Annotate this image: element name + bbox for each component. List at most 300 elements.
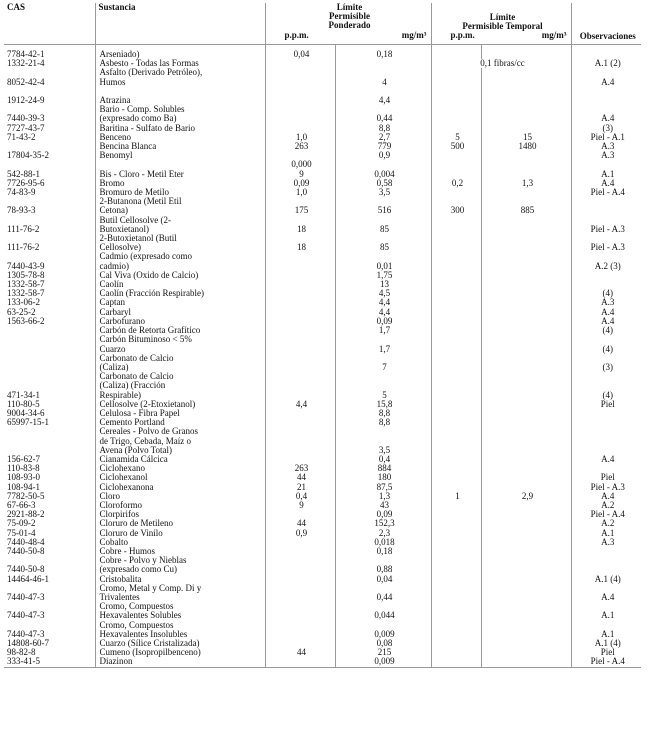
ppm-cell — [265, 547, 335, 556]
cas-cell: 7440-47-3 — [7, 610, 45, 621]
table-row — [4, 160, 641, 169]
substance-cell: Bario - Comp. Solubles (expresado como Ba) — [95, 105, 265, 123]
cas-cell: 1332-21-4 — [7, 59, 45, 69]
mg-cell: 1,7 — [335, 326, 431, 335]
temporal-mg-cell — [481, 519, 571, 528]
substance-cell: Cromo, Metal y Comp. Di y Trivalentes — [95, 584, 265, 602]
table-row — [4, 547, 641, 556]
header-lpp-mg: mg/m³ — [401, 29, 427, 40]
substance-cell: Carbonato de Calcio (Caliza) (Fracción Respirable) — [95, 372, 265, 400]
cas-cell: 1305-78-8 — [7, 270, 45, 280]
table-row — [4, 483, 641, 492]
temporal-mg-cell — [481, 547, 571, 556]
table-row — [4, 234, 641, 252]
observations-cell: A.1 — [571, 529, 641, 538]
ppm-cell: 0,04 — [265, 50, 335, 59]
ppm-cell: 44 — [265, 519, 335, 528]
cas-cell: 75-01-4 — [7, 528, 36, 538]
mg-cell — [335, 160, 431, 169]
cas-cell: 110-83-8 — [7, 464, 40, 474]
mg-cell: 0,58 — [335, 179, 431, 188]
temporal-mg-cell — [481, 335, 571, 353]
observations-cell: Piel — [571, 473, 641, 482]
header-sustancia: Sustancia — [95, 3, 265, 44]
table-row — [4, 170, 641, 179]
table-row — [4, 427, 641, 455]
table-row — [4, 335, 641, 353]
table-row — [4, 648, 641, 657]
table-row — [4, 657, 641, 667]
temporal-mg-cell — [481, 50, 571, 59]
temporal-ppm-cell — [431, 538, 481, 547]
table-row — [4, 510, 641, 519]
temporal-ppm-cell — [431, 657, 481, 667]
observations-cell: (4) — [571, 326, 641, 335]
temporal-mg-cell — [481, 298, 571, 307]
ppm-cell — [265, 584, 335, 602]
substance-cell: Benceno — [95, 133, 265, 142]
mg-cell: 0,44 — [335, 105, 431, 123]
observations-cell: A.4 — [571, 179, 641, 188]
substance-cell: Cumeno (Isopropilbenceno) — [95, 648, 265, 657]
substance-cell: Baritina - Sulfato de Bario — [95, 124, 265, 133]
observations-cell: (4) — [571, 289, 641, 298]
observations-cell: (4) — [571, 372, 641, 400]
substance-cell: Carbonato de Calcio (Caliza) — [95, 354, 265, 372]
mg-cell: 0,04 — [335, 575, 431, 584]
temporal-mg-cell — [481, 400, 571, 409]
temporal-mg-cell: 2,9 — [481, 492, 571, 501]
substance-cell: Cobalto — [95, 538, 265, 547]
temporal-mg-cell — [481, 556, 571, 574]
table-row — [4, 354, 641, 372]
table-row — [4, 59, 641, 68]
table-row — [4, 317, 641, 326]
observations-cell: Piel - A.4 — [571, 188, 641, 197]
mg-cell: 215 — [335, 648, 431, 657]
cas-cell: 1332-58-7 — [7, 280, 45, 290]
ppm-cell — [265, 87, 335, 105]
temporal-ppm-cell: 500 — [431, 142, 481, 151]
temporal-ppm-cell — [431, 556, 481, 574]
mg-cell: 0,18 — [335, 50, 431, 59]
table-row — [4, 68, 641, 86]
mg-cell: 884 — [335, 464, 431, 473]
observations-cell: A.4 — [571, 455, 641, 464]
table-row — [4, 492, 641, 501]
observations-cell — [571, 271, 641, 280]
table-row — [4, 538, 641, 547]
temporal-ppm-cell — [431, 317, 481, 326]
substance-cell: Celulosa - Fibra Papel — [95, 409, 265, 418]
ppm-cell: 263 — [265, 464, 335, 473]
cas-cell: 111-76-2 — [7, 242, 40, 253]
table-row — [4, 124, 641, 133]
table-row — [4, 584, 641, 602]
temporal-mg-cell — [481, 602, 571, 620]
temporal-ppm-cell — [431, 602, 481, 620]
ppm-cell — [265, 326, 335, 335]
temporal-mg-cell — [481, 289, 571, 298]
cas-cell: 111-76-2 — [7, 223, 40, 234]
cas-cell: 7784-42-1 — [7, 50, 45, 59]
substance-cell: Clorpirifos — [95, 510, 265, 519]
temporal-ppm-cell — [431, 400, 481, 409]
mg-cell: 0,09 — [335, 510, 431, 519]
temporal-mg-cell — [481, 160, 571, 169]
temporal-mg-cell — [481, 455, 571, 464]
temporal-mg-cell — [481, 170, 571, 179]
cas-cell — [4, 427, 95, 455]
temporal-ppm-cell — [431, 455, 481, 464]
substance-cell: Cuarzo (Sílice Cristalizada) — [95, 639, 265, 648]
mg-cell: 8,8 — [335, 124, 431, 133]
observations-cell: A.2 (3) — [571, 252, 641, 270]
observations-cell — [571, 427, 641, 455]
cas-cell: 7440-39-3 — [7, 113, 45, 124]
observations-cell: Piel - A.3 — [571, 483, 641, 492]
substance-cell: Cloruro de Metileno — [95, 519, 265, 528]
substance-cell: Bromuro de Metilo — [95, 188, 265, 197]
substance-cell: Cianamida Cálcica — [95, 455, 265, 464]
temporal-mg-cell — [481, 105, 571, 123]
temporal-ppm-cell — [431, 271, 481, 280]
mg-cell: 180 — [335, 473, 431, 482]
cas-cell: 1912-24-9 — [7, 95, 45, 106]
temporal-mg-cell — [481, 621, 571, 639]
ppm-cell: 9 — [265, 501, 335, 510]
header-lpt-ppm: p.p.m. — [450, 30, 475, 41]
ppm-cell — [265, 621, 335, 639]
cas-cell: 67-66-3 — [7, 500, 36, 510]
ppm-cell — [265, 335, 335, 353]
observations-cell: A.1 — [571, 621, 641, 639]
cas-cell: 108-93-0 — [7, 473, 40, 483]
cas-cell: 78-93-3 — [7, 205, 36, 216]
header-lpt-title: Límite Permisible Temporal — [462, 12, 543, 32]
mg-cell: 152,3 — [335, 519, 431, 528]
temporal-ppm-cell — [431, 68, 481, 86]
temporal-mg-cell — [481, 280, 571, 289]
table-row — [4, 519, 641, 528]
substance-cell: Asbesto - Todas las Formas — [95, 59, 265, 68]
mg-cell: 4,4 — [335, 87, 431, 105]
mg-cell: 0,044 — [335, 602, 431, 620]
temporal-mg-cell — [481, 87, 571, 105]
mg-cell: 0,18 — [335, 547, 431, 556]
mg-cell: 0,08 — [335, 639, 431, 648]
temporal-ppm-cell — [431, 335, 481, 353]
substance-cell: Cromo, Compuestos Hexavalentes Insolubles — [95, 621, 265, 639]
substance-cell: Atrazina — [95, 87, 265, 105]
ppm-cell: 18 — [265, 234, 335, 252]
temporal-ppm-cell — [431, 151, 481, 160]
cas-cell: 7440-50-8 — [7, 546, 45, 556]
substance-cell: Cristobalita — [95, 575, 265, 584]
cas-cell: 74-83-9 — [7, 188, 36, 198]
temporal-ppm-cell: 5 — [431, 133, 481, 142]
substance-cell: Bromo — [95, 179, 265, 188]
temporal-span-cell: 0,1 fibras/cc — [431, 59, 571, 68]
header-lpp-title: Límite Permisible Ponderado — [328, 3, 371, 31]
ppm-cell — [265, 556, 335, 574]
ppm-cell: 4,4 — [265, 400, 335, 409]
cas-cell: 471-34-1 — [7, 389, 40, 400]
observations-cell: A.2 — [571, 501, 641, 510]
table-row — [4, 326, 641, 335]
table-row — [4, 188, 641, 197]
mg-cell: 85 — [335, 216, 431, 234]
cas-cell: 7440-50-8 — [7, 564, 45, 575]
table-row — [4, 308, 641, 317]
observations-cell: A.4 — [571, 308, 641, 317]
ppm-cell: 1,0 — [265, 133, 335, 142]
observations-cell: A.4 — [571, 584, 641, 602]
observations-cell: A.1 (4) — [571, 575, 641, 584]
table-row — [4, 455, 641, 464]
observations-cell: Piel - A.1 — [571, 133, 641, 142]
ppm-cell — [265, 105, 335, 123]
limits-table — [4, 3, 641, 668]
mg-cell: 8,8 — [335, 418, 431, 427]
mg-cell: 1,7 — [335, 335, 431, 353]
ppm-cell — [265, 575, 335, 584]
temporal-ppm-cell — [431, 326, 481, 335]
substance-cell: Diazinon — [95, 657, 265, 667]
cas-cell: 9004-34-6 — [7, 408, 45, 418]
temporal-ppm-cell: 300 — [431, 197, 481, 215]
ppm-cell: 18 — [265, 216, 335, 234]
temporal-ppm-cell: 1 — [431, 492, 481, 501]
ppm-cell — [265, 602, 335, 620]
mg-cell: 1,3 — [335, 492, 431, 501]
cas-cell: 65997-15-1 — [7, 418, 49, 428]
temporal-ppm-cell — [431, 124, 481, 133]
temporal-ppm-cell — [431, 473, 481, 482]
observations-cell: (3) — [571, 124, 641, 133]
temporal-mg-cell: 1,3 — [481, 179, 571, 188]
observations-cell: A.4 — [571, 492, 641, 501]
mg-cell: 0,4 — [335, 455, 431, 464]
temporal-mg-cell — [481, 418, 571, 427]
header-lpp-ppm: p.p.m. — [284, 29, 309, 40]
cas-cell: 133-06-2 — [7, 298, 40, 308]
temporal-ppm-cell — [431, 510, 481, 519]
header-cas: CAS — [4, 3, 95, 44]
temporal-ppm-cell — [431, 464, 481, 473]
table-row — [4, 280, 641, 289]
ppm-cell — [265, 252, 335, 270]
substance-cell: Carbón Bituminoso < 5% Cuarzo — [95, 335, 265, 353]
header-lpt — [431, 3, 571, 44]
ppm-cell: 44 — [265, 648, 335, 657]
table-row — [4, 289, 641, 298]
temporal-mg-cell — [481, 271, 571, 280]
table-row — [4, 418, 641, 427]
mg-cell: 516 — [335, 197, 431, 215]
header-lpt-units — [435, 31, 571, 40]
ppm-cell — [265, 372, 335, 400]
cas-cell: 2921-88-2 — [7, 510, 45, 520]
temporal-ppm-cell — [431, 160, 481, 169]
mg-cell: 43 — [335, 501, 431, 510]
ppm-cell: 21 — [265, 483, 335, 492]
substance-cell: Cemento Portland — [95, 418, 265, 427]
temporal-ppm-cell — [431, 50, 481, 59]
substance-cell: Cellosolve (2-Etoxietanol) — [95, 400, 265, 409]
temporal-ppm-cell — [431, 252, 481, 270]
substance-cell: Caolín (Fracción Respirable) — [95, 289, 265, 298]
ppm-cell — [265, 354, 335, 372]
substance-cell: Arseniado) — [95, 50, 265, 59]
temporal-ppm-cell — [431, 216, 481, 234]
temporal-mg-cell — [481, 354, 571, 372]
temporal-ppm-cell — [431, 427, 481, 455]
mg-cell: 0,004 — [335, 170, 431, 179]
mg-cell: 3,5 — [335, 427, 431, 455]
table-row — [4, 271, 641, 280]
ppm-cell: 263 — [265, 142, 335, 151]
cas-cell: 542-88-1 — [7, 169, 40, 179]
substance-cell: Bis - Cloro - Metil Éter — [95, 170, 265, 179]
mg-cell: 0,9 — [335, 151, 431, 160]
temporal-mg-cell — [481, 639, 571, 648]
ppm-cell — [265, 151, 335, 160]
observations-cell: Piel - A.4 — [571, 657, 641, 667]
mg-cell: 0,09 — [335, 317, 431, 326]
substance-cell: Benomyl — [95, 151, 265, 160]
table-row — [4, 400, 641, 409]
mg-cell: 8,8 — [335, 409, 431, 418]
ppm-cell — [265, 538, 335, 547]
observations-cell: A.4 — [571, 68, 641, 86]
observations-cell — [571, 280, 641, 289]
mg-cell: 0,009 — [335, 621, 431, 639]
temporal-ppm-cell — [431, 170, 481, 179]
mg-cell: 779 — [335, 142, 431, 151]
cas-cell: 156-62-7 — [7, 454, 40, 464]
temporal-ppm-cell — [431, 308, 481, 317]
cas-cell: 108-94-1 — [7, 482, 40, 492]
temporal-ppm-cell — [431, 234, 481, 252]
observations-cell — [571, 547, 641, 556]
substance-cell: Cadmio (expresado como cadmio) — [95, 252, 265, 270]
ppm-cell: 0,000 — [265, 160, 335, 169]
observations-cell — [571, 409, 641, 418]
temporal-mg-cell — [481, 464, 571, 473]
table-row — [4, 621, 641, 639]
temporal-mg-cell — [481, 317, 571, 326]
observations-cell — [571, 418, 641, 427]
mg-cell: 0,44 — [335, 584, 431, 602]
ppm-cell — [265, 639, 335, 648]
observations-cell: Piel — [571, 400, 641, 409]
temporal-mg-cell — [481, 326, 571, 335]
cas-cell — [4, 354, 95, 372]
mg-cell: 87,5 — [335, 483, 431, 492]
observations-cell: A.3 — [571, 538, 641, 547]
ppm-cell: 0,09 — [265, 179, 335, 188]
mg-cell: 0,018 — [335, 538, 431, 547]
table-row — [4, 151, 641, 160]
substance-cell: Carbofurano — [95, 317, 265, 326]
observations-cell: A.3 — [571, 151, 641, 160]
ppm-cell — [265, 298, 335, 307]
mg-cell: 4,5 — [335, 289, 431, 298]
temporal-mg-cell — [481, 657, 571, 667]
substance-cell: Cloruro de Vinilo — [95, 529, 265, 538]
observations-cell: A.4 — [571, 317, 641, 326]
observations-cell: Piel - A.3 — [571, 216, 641, 234]
cas-cell: 17804-35-2 — [7, 151, 49, 161]
mg-cell: 1,75 — [335, 271, 431, 280]
observations-cell: A.1 (4) — [571, 639, 641, 648]
substance-cell: Carbaryl — [95, 308, 265, 317]
temporal-ppm-cell — [431, 639, 481, 648]
ppm-cell: 1,0 — [265, 188, 335, 197]
temporal-mg-cell — [481, 510, 571, 519]
temporal-ppm-cell — [431, 483, 481, 492]
cas-cell: 14808-60-7 — [7, 639, 49, 648]
table-row — [4, 529, 641, 538]
temporal-ppm-cell — [431, 648, 481, 657]
mg-cell: 7 — [335, 354, 431, 372]
temporal-mg-cell: 885 — [481, 197, 571, 215]
substance-cell: Captan — [95, 298, 265, 307]
table-row — [4, 179, 641, 188]
observations-cell: A.3 — [571, 298, 641, 307]
substance-cell: 2-Butoxietanol (Butil Cellosolve) — [95, 234, 265, 252]
substance-cell: Cal Viva (Óxido de Calcio) — [95, 271, 265, 280]
cas-cell — [4, 142, 95, 151]
mg-cell: 0,88 — [335, 556, 431, 574]
cas-cell: 98-82-8 — [7, 648, 36, 658]
temporal-mg-cell — [481, 216, 571, 234]
temporal-mg-cell — [481, 151, 571, 160]
temporal-mg-cell — [481, 372, 571, 400]
table-row — [4, 50, 641, 59]
temporal-mg-cell — [481, 234, 571, 252]
substance-cell: Caolín — [95, 280, 265, 289]
mg-cell: 0,01 — [335, 252, 431, 270]
temporal-ppm-cell — [431, 105, 481, 123]
cas-cell: 75-09-2 — [7, 519, 36, 529]
ppm-cell — [265, 418, 335, 427]
observations-cell: Piel - A.4 — [571, 510, 641, 519]
observations-cell: A.4 — [571, 105, 641, 123]
substance-cell: Cobre - Humos — [95, 547, 265, 556]
cas-cell: 110-80-5 — [7, 399, 40, 409]
table-row — [4, 602, 641, 620]
observations-cell — [571, 556, 641, 574]
temporal-mg-cell — [481, 188, 571, 197]
temporal-mg-cell — [481, 68, 571, 86]
cas-cell: 71-43-2 — [7, 132, 36, 142]
substance-cell: Cromo, Compuestos Hexavalentes Solubles — [95, 602, 265, 620]
ppm-cell — [265, 124, 335, 133]
substance-cell: Carbón de Retorta Grafítico — [95, 326, 265, 335]
temporal-mg-cell — [481, 538, 571, 547]
mg-cell: 3,5 — [335, 188, 431, 197]
temporal-mg-cell — [481, 124, 571, 133]
temporal-mg-cell — [481, 483, 571, 492]
table-row — [4, 556, 641, 574]
table-row — [4, 575, 641, 584]
mg-cell: 13 — [335, 280, 431, 289]
cas-cell — [4, 160, 95, 169]
ppm-cell: 175 — [265, 197, 335, 215]
temporal-ppm-cell — [431, 418, 481, 427]
